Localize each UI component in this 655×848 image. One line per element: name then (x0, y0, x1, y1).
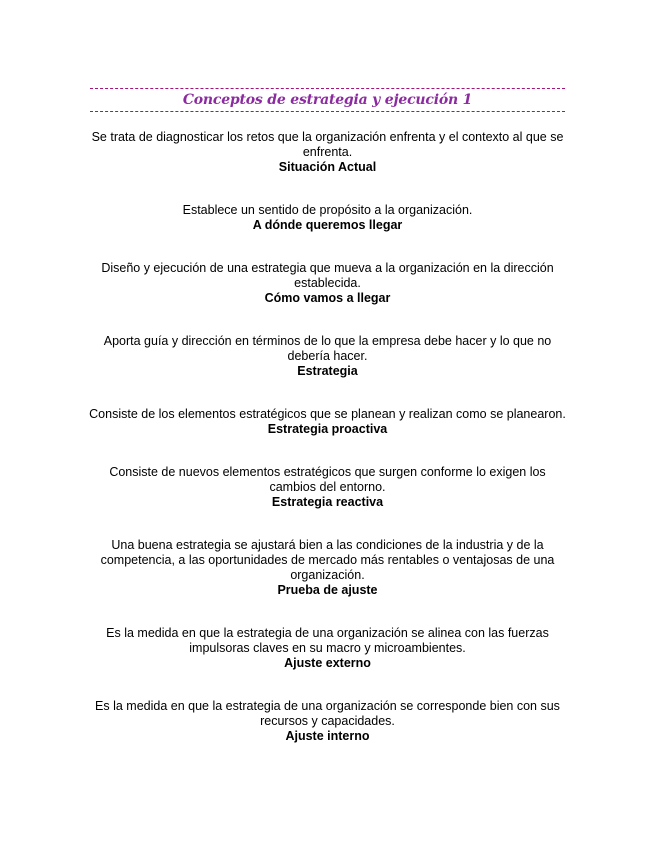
title-band (90, 88, 565, 112)
concept-description: Se trata de diagnosticar los retos que la organización enfrenta y el contexto al que se enfrenta. (91, 130, 564, 159)
concept-term: Estrategia reactiva (271, 495, 384, 509)
concept-description: Aporta guía y dirección en términos de lo que la empresa debe hacer y lo que no debería hacer. (103, 334, 552, 363)
concept-term: Estrategia proactiva (267, 422, 388, 436)
concept-description: Consiste de nuevos elementos estratégicos que surgen conforme lo exigen los cambios del entorno. (109, 465, 546, 494)
concept-description: Consiste de los elementos estratégicos que se planean y realizan como se planearon. (89, 407, 566, 421)
concept-entry (88, 334, 567, 379)
concept-term: Estrategia (297, 364, 358, 378)
concept-description: Es la medida en que la estrategia de una organización se corresponde bien con sus recursos y capacidades. (95, 699, 560, 728)
concept-description: Establece un sentido de propósito a la organización. (182, 203, 473, 217)
concept-entry (88, 538, 567, 598)
concept-entry (88, 261, 567, 306)
concept-term: Situación Actual (278, 160, 377, 174)
concept-entry (88, 699, 567, 744)
concept-entry (88, 130, 567, 175)
concept-term: Ajuste externo (284, 656, 371, 670)
concept-entry (88, 407, 567, 437)
concept-term: Ajuste interno (285, 729, 370, 743)
concept-entry (88, 203, 567, 233)
concept-term: Prueba de ajuste (277, 583, 378, 597)
concept-term: Cómo vamos a llegar (264, 291, 391, 305)
concept-description: Es la medida en que la estrategia de una organización se alinea con las fuerzas impulsoras claves en su macro y microambientes. (106, 626, 549, 655)
concept-list (88, 130, 567, 772)
concept-entry (88, 465, 567, 510)
concept-term: A dónde queremos llegar (252, 218, 403, 232)
document-title: Conceptos de estrategia y ejecución 1 (182, 91, 473, 108)
concept-description: Diseño y ejecución de una estrategia que mueva a la organización en la dirección establecida. (101, 261, 554, 290)
concept-description: Una buena estrategia se ajustará bien a las condiciones de la industria y de la competencia, a las oportunidades de mercado más rentables o ventajosas de una organización. (100, 538, 555, 582)
concept-entry (88, 626, 567, 671)
